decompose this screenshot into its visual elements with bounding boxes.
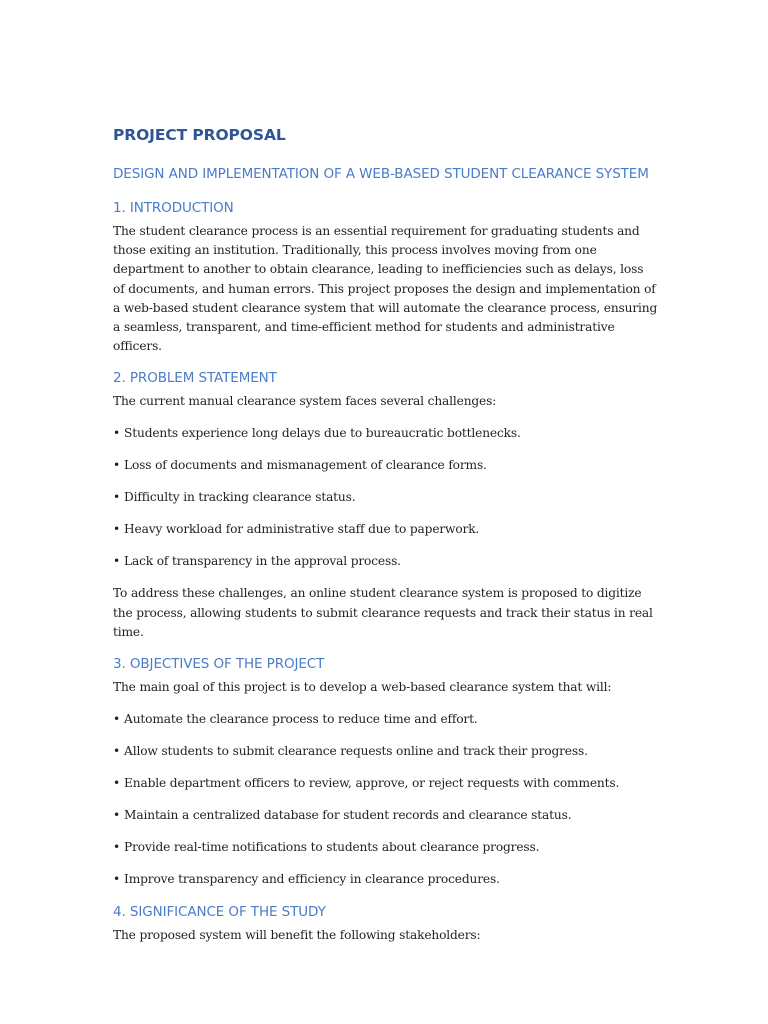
bullet-marker: • — [113, 872, 121, 887]
section-heading: 3. OBJECTIVES OF THE PROJECT — [113, 656, 325, 673]
section-paragraph: The proposed system will benefit the following stakeholders: — [113, 928, 481, 943]
document-page — [113, 124, 658, 957]
bullet-marker: • — [113, 522, 121, 537]
section-heading: 2. PROBLEM STATEMENT — [113, 370, 277, 387]
bullet-text: Heavy workload for administrative staff due to paperwork. — [124, 522, 480, 537]
bullet-marker: • — [113, 808, 121, 823]
bullet-item — [113, 520, 658, 539]
bullet-item — [113, 774, 658, 793]
section-paragraph: The current manual clearance system faces several challenges: — [113, 394, 497, 409]
section-heading: 1. INTRODUCTION — [113, 200, 234, 216]
bullet-text: Allow students to submit clearance requests online and track their progress. — [124, 744, 588, 759]
section-problem-statement — [113, 368, 658, 642]
bullet-marker: • — [113, 458, 121, 473]
bullet-text: Maintain a centralized database for student records and clearance status. — [124, 808, 572, 823]
section-paragraph: The student clearance process is an essential requirement for graduating students and those exiting an institution. Traditionally, this process involves moving from one department to another to obtain clearance, leading to inefficiencies such as delays, loss of documents, and human errors. This project proposes the design and implementation of a web-based student clearance system that will automate the clearance process, ensuring a seamless, transparent, and time-efficient method for students and administrative officers. — [113, 224, 658, 354]
bullet-item — [113, 488, 658, 507]
bullet-text: Loss of documents and mismanagement of clearance forms. — [124, 458, 487, 473]
bullet-marker: • — [113, 712, 121, 727]
section-heading: 4. SIGNIFICANCE OF THE STUDY — [113, 904, 326, 921]
document-subtitle: DESIGN AND IMPLEMENTATION OF A WEB-BASED STUDENT CLEARANCE SYSTEM — [113, 166, 649, 182]
bullet-item — [113, 742, 658, 761]
bullet-item — [113, 710, 658, 729]
bullet-text: Lack of transparency in the approval process. — [124, 554, 401, 569]
bullet-text: Enable department officers to review, approve, or reject requests with comments. — [124, 776, 620, 791]
section-significance — [113, 902, 658, 945]
bullet-marker: • — [113, 554, 121, 569]
section-paragraph: To address these challenges, an online student clearance system is proposed to digitize the process, allowing students to submit clearance requests and track their status in real time. — [113, 586, 653, 639]
section-introduction — [113, 198, 658, 356]
bullet-item — [113, 552, 658, 571]
bullet-marker: • — [113, 776, 121, 791]
bullet-item — [113, 806, 658, 825]
document-title: PROJECT PROPOSAL — [113, 126, 286, 144]
bullet-item — [113, 456, 658, 475]
section-objectives — [113, 654, 658, 889]
bullet-text: Difficulty in tracking clearance status. — [124, 490, 356, 505]
bullet-text: Improve transparency and efficiency in clearance procedures. — [124, 872, 500, 887]
bullet-marker: • — [113, 426, 121, 441]
bullet-text: Automate the clearance process to reduce time and effort. — [124, 712, 478, 727]
bullet-text: Students experience long delays due to bureaucratic bottlenecks. — [124, 426, 521, 441]
bullet-item — [113, 870, 658, 889]
bullet-marker: • — [113, 840, 121, 855]
bullet-marker: • — [113, 744, 121, 759]
bullet-text: Provide real-time notifications to students about clearance progress. — [124, 840, 540, 855]
bullet-item — [113, 838, 658, 857]
bullet-marker: • — [113, 490, 121, 505]
section-paragraph: The main goal of this project is to develop a web-based clearance system that will: — [113, 680, 612, 695]
bullet-item — [113, 424, 658, 443]
